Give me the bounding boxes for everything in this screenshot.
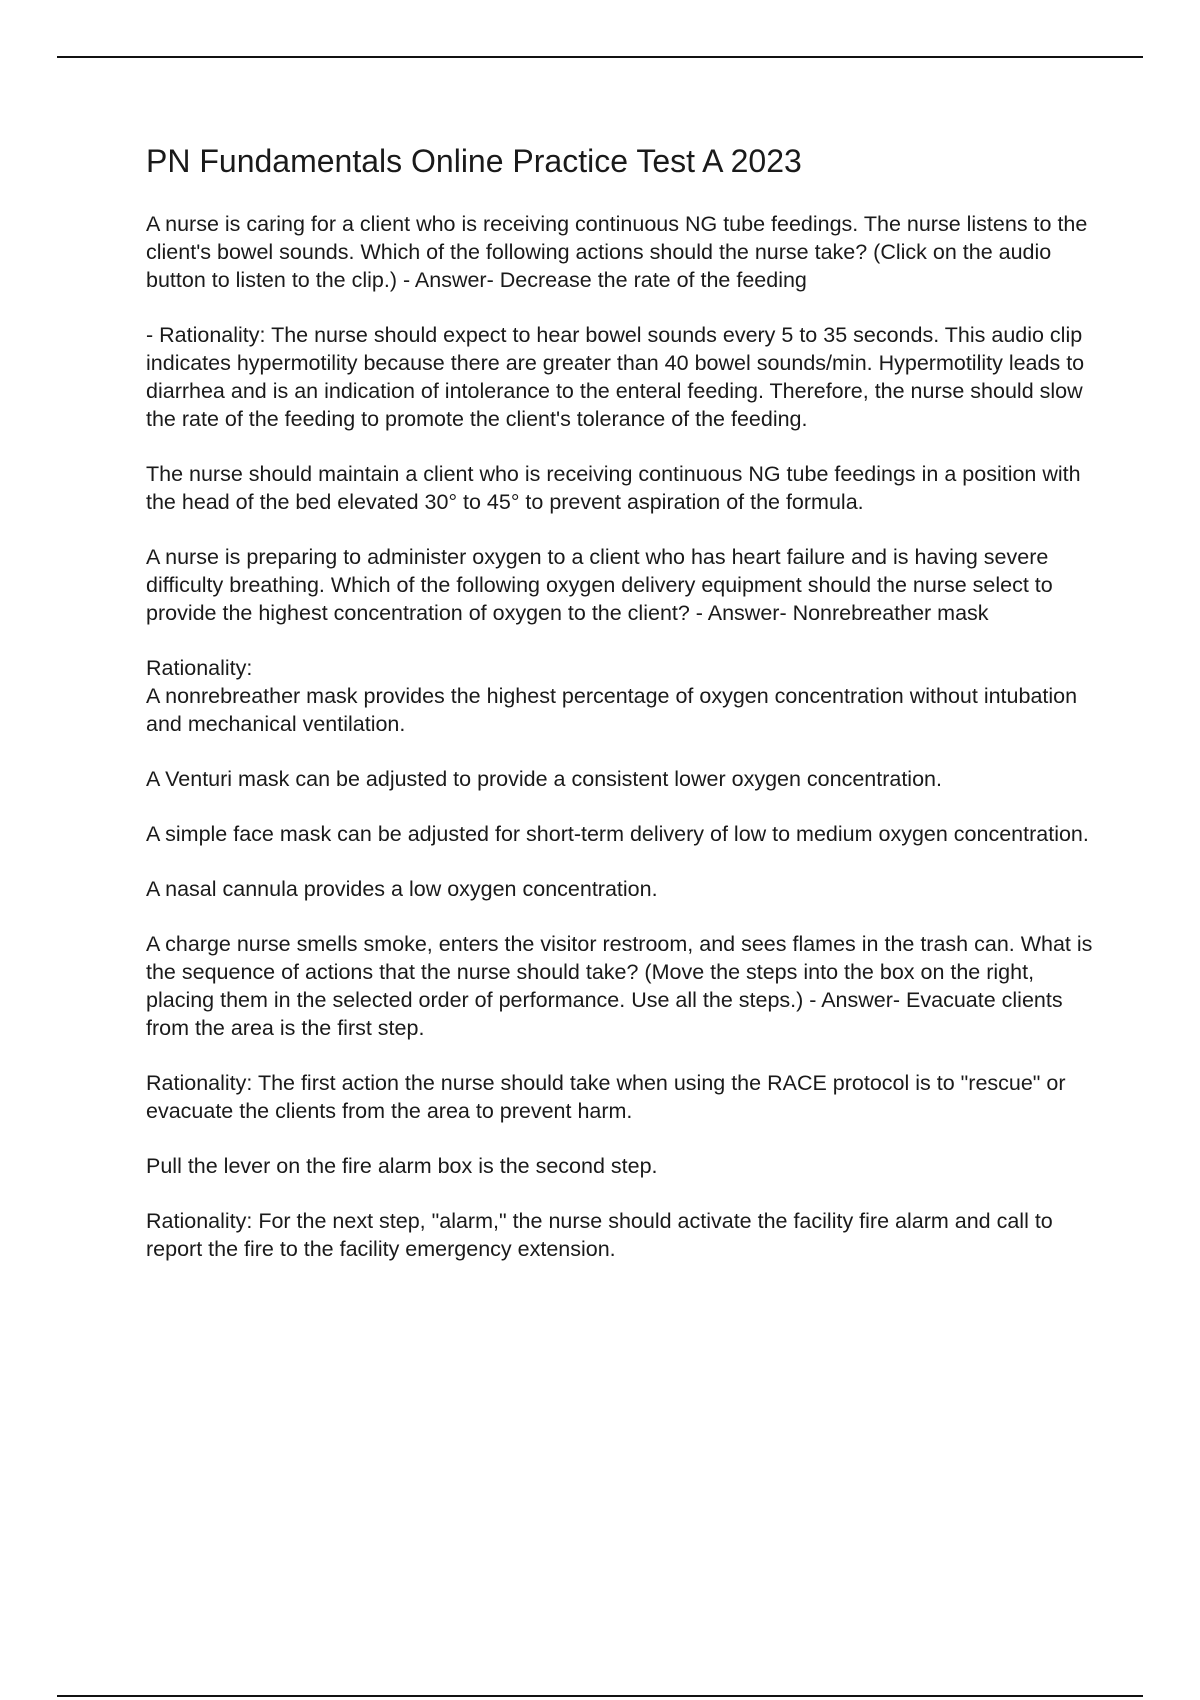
question-1-paragraph: A nurse is caring for a client who is receiving continuous NG tube feedings. The nurse listens to the client's bowel sounds. Which of the following actions should the nurse take? (Click on the audio button to listen to the clip.) - Answer- Decrease the rate of the feeding xyxy=(146,212,1088,293)
note-positioning-paragraph: The nurse should maintain a client who is receiving continuous NG tube feedings in a position with the head of the bed elevated 30° to 45° to prevent aspiration of the formula. xyxy=(146,462,1081,515)
bottom-divider xyxy=(57,1695,1143,1697)
question-3-paragraph: A charge nurse smells smoke, enters the visitor restroom, and sees flames in the trash can. What is the sequence of actions that the nurse should take? (Move the steps into the box on the right, placing them in the selected order of performance. Use all the steps.) - Answer- Evacuate clients from the area is the first step. xyxy=(146,932,1093,1041)
page-title: PN Fundamentals Online Practice Test A 2023 xyxy=(146,143,802,179)
document-body xyxy=(146,142,1096,1290)
rationale-3-rescue: Rationality: The first action the nurse should take when using the RACE protocol is to "rescue" or evacuate the clients from the area to prevent harm. xyxy=(146,1071,1066,1124)
rationale-2-heading: Rationality: xyxy=(146,656,253,681)
top-divider xyxy=(57,56,1143,58)
rationale-1-paragraph: - Rationality: The nurse should expect to hear bowel sounds every 5 to 35 seconds. This audio clip indicates hypermotility because there are greater than 40 bowel sounds/min. Hypermotility leads to diarrhea and is an indication of intolerance to the enteral feeding. Therefore, the nurse should slow the rate of the feeding to promote the client's tolerance of the feeding. xyxy=(146,323,1085,432)
rationale-2-nasal-cannula: A nasal cannula provides a low oxygen concentration. xyxy=(146,877,658,902)
step-2-paragraph: Pull the lever on the fire alarm box is the second step. xyxy=(146,1154,658,1179)
rationale-2-venturi: A Venturi mask can be adjusted to provide a consistent lower oxygen concentration. xyxy=(146,767,942,792)
question-2-paragraph: A nurse is preparing to administer oxygen to a client who has heart failure and is having severe difficulty breathing. Which of the following oxygen delivery equipment should the nurse select to provide the highest concentration of oxygen to the client? - Answer- Nonrebreather mask xyxy=(146,545,1053,626)
rationale-3-alarm: Rationality: For the next step, "alarm," the nurse should activate the facility fire alarm and call to report the fire to the facility emergency extension. xyxy=(146,1209,1053,1262)
rationale-2-nonrebreather: A nonrebreather mask provides the highest percentage of oxygen concentration without intubation and mechanical ventilation. xyxy=(146,684,1078,737)
rationale-2-simple-mask: A simple face mask can be adjusted for short-term delivery of low to medium oxygen concentration. xyxy=(146,822,1089,847)
